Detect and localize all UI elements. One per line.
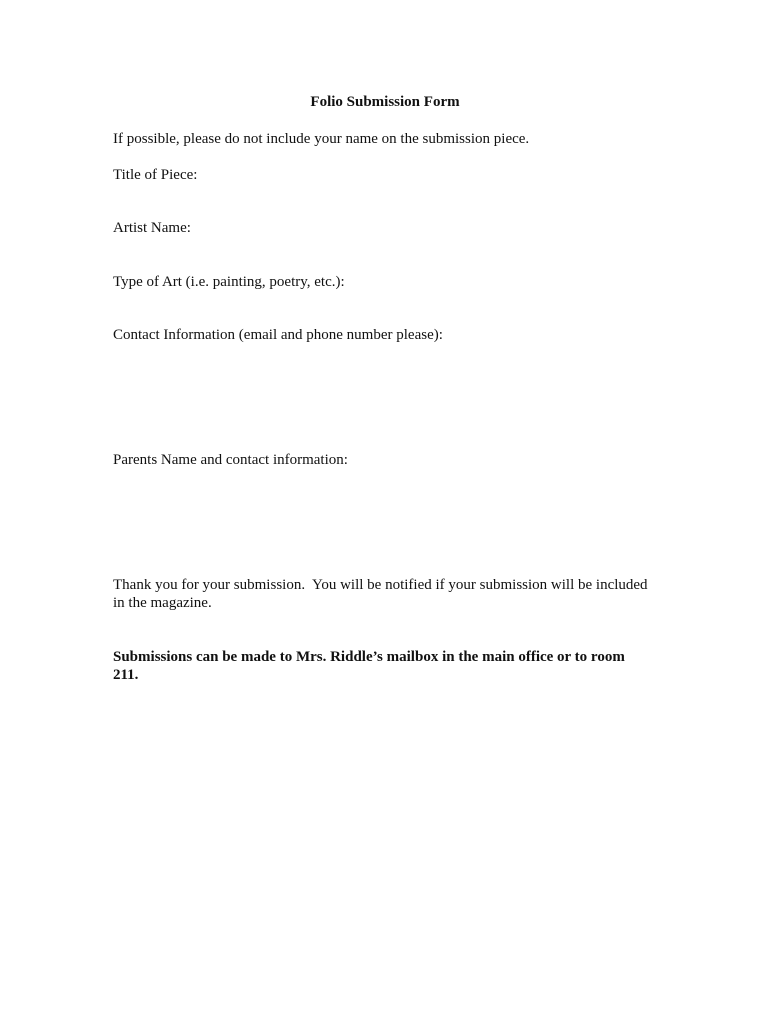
artist-name-label: Artist Name: bbox=[113, 220, 191, 236]
thank-you-message bbox=[113, 576, 673, 612]
title-of-piece-label: Title of Piece: bbox=[113, 167, 198, 183]
contact-information-label: Contact Information (email and phone number please): bbox=[113, 327, 443, 343]
anonymity-note: If possible, please do not include your name on the submission piece. bbox=[113, 131, 530, 147]
form-title: Folio Submission Form bbox=[310, 94, 460, 110]
submission-location-note bbox=[113, 648, 673, 684]
submission-location-line-1: Submissions can be made to Mrs. Riddle’s mailbox in the main office or to room bbox=[113, 649, 625, 665]
thank-you-line-1: Thank you for your submission. You will be notified if your submission will be included bbox=[113, 577, 648, 593]
thank-you-line-2: in the magazine. bbox=[113, 595, 212, 611]
submission-location-line-2: 211. bbox=[113, 667, 139, 683]
type-of-art-label: Type of Art (i.e. painting, poetry, etc.): bbox=[113, 274, 345, 290]
parents-contact-label: Parents Name and contact information: bbox=[113, 452, 348, 468]
